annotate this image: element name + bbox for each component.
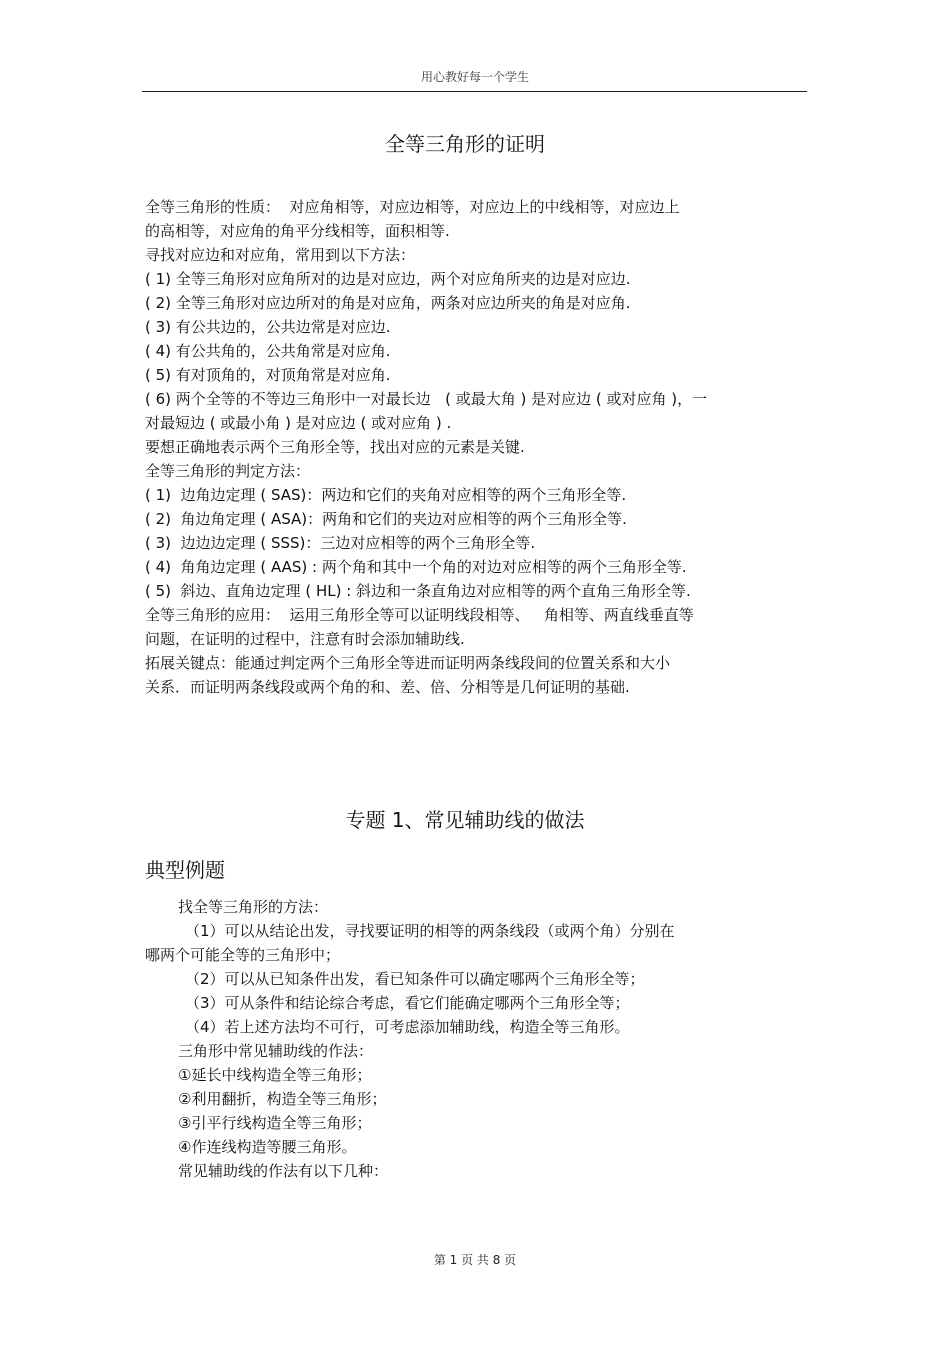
text-line: 关系．而证明两条线段或两个角的和、差、倍、分相等是几何证明的基础. <box>145 678 630 696</box>
text-line: （2）可以从已知条件出发，看已知条件可以确定哪两个三角形全等； <box>185 970 645 988</box>
text-line: ④作连线构造等腰三角形。 <box>178 1138 357 1156</box>
text-line: 全等三角形的判定方法： <box>145 462 311 480</box>
text-line: ( 5) 斜边、直角边定理 ( HL) : 斜边和一条直角边对应相等的两个直角三角形全等. <box>145 582 691 600</box>
text-line: 要想正确地表示两个三角形全等，找出对应的元素是关键. <box>145 438 525 456</box>
text-line: 哪两个可能全等的三角形中； <box>145 946 341 964</box>
text-line: 常见辅助线的作法有以下几种： <box>178 1162 389 1180</box>
header-rule <box>142 91 807 92</box>
text-line: 拓展关键点：能通过判定两个三角形全等进而证明两条线段间的位置关系和大小 <box>145 654 671 672</box>
page-footer: 第 1 页 共 8 页 <box>433 1253 517 1267</box>
text-line: 三角形中常见辅助线的作法： <box>178 1042 374 1060</box>
section-title: 专题 1、常见辅助线的做法 <box>345 808 585 832</box>
text-line: 对最短边 ( 或最小角 ) 是对应边 ( 或对应角 ) . <box>145 414 452 432</box>
text-line: 全等三角形的性质： 对应角相等，对应边相等，对应边上的中线相等，对应边上 <box>145 198 680 216</box>
text-line: ( 3) 边边边定理 ( SSS)：三边对应相等的两个三角形全等. <box>145 534 536 552</box>
sub-heading: 典型例题 <box>145 858 225 882</box>
text-line: （1）可以从结论出发，寻找要证明的相等的两条线段（或两个角）分别在 <box>185 922 675 940</box>
examples-section <box>145 895 810 1183</box>
text-line: ( 4) 角角边定理 ( AAS) : 两个角和其中一个角的对边对应相等的两个三角形全等. <box>145 558 687 576</box>
text-line: ( 4) 有公共角的，公共角常是对应角. <box>145 342 391 360</box>
text-line: ①延长中线构造全等三角形； <box>178 1066 372 1084</box>
text-line: ( 6) 两个全等的不等边三角形中一对最长边 ( 或最大角 ) 是对应边 ( 或对应角 )，一 <box>145 390 708 408</box>
document-title: 全等三角形的证明 <box>385 132 545 156</box>
text-line: ( 1) 全等三角形对应角所对的边是对应边，两个对应角所夹的边是对应边. <box>145 270 631 288</box>
text-line: ( 2) 角边角定理 ( ASA)：两角和它们的夹边对应相等的两个三角形全等. <box>145 510 627 528</box>
text-line: ( 2) 全等三角形对应边所对的角是对应角，两条对应边所夹的角是对应角. <box>145 294 631 312</box>
text-line: ③引平行线构造全等三角形； <box>178 1114 372 1132</box>
text-line: （3）可从条件和结论综合考虑，看它们能确定哪两个三角形全等； <box>185 994 630 1012</box>
properties-section <box>145 195 810 699</box>
text-line: ( 1) 边角边定理 ( SAS)：两边和它们的夹角对应相等的两个三角形全等. <box>145 486 627 504</box>
text-line: 问题，在证明的过程中，注意有时会添加辅助线. <box>145 630 465 648</box>
text-line: 找全等三角形的方法： <box>178 898 329 916</box>
text-line: 寻找对应边和对应角，常用到以下方法： <box>145 246 416 264</box>
text-line: ( 5) 有对顶角的，对顶角常是对应角. <box>145 366 391 384</box>
text-line: 的高相等，对应角的角平分线相等，面积相等. <box>145 222 450 240</box>
text-line: 全等三角形的应用： 运用三角形全等可以证明线段相等、 角相等、两直线垂直等 <box>145 606 694 624</box>
text-line: ②利用翻折，构造全等三角形； <box>178 1090 387 1108</box>
page-header: 用心教好每一个学生 <box>420 70 529 84</box>
text-line: ( 3) 有公共边的，公共边常是对应边. <box>145 318 391 336</box>
text-line: （4）若上述方法均不可行，可考虑添加辅助线，构造全等三角形。 <box>185 1018 630 1036</box>
